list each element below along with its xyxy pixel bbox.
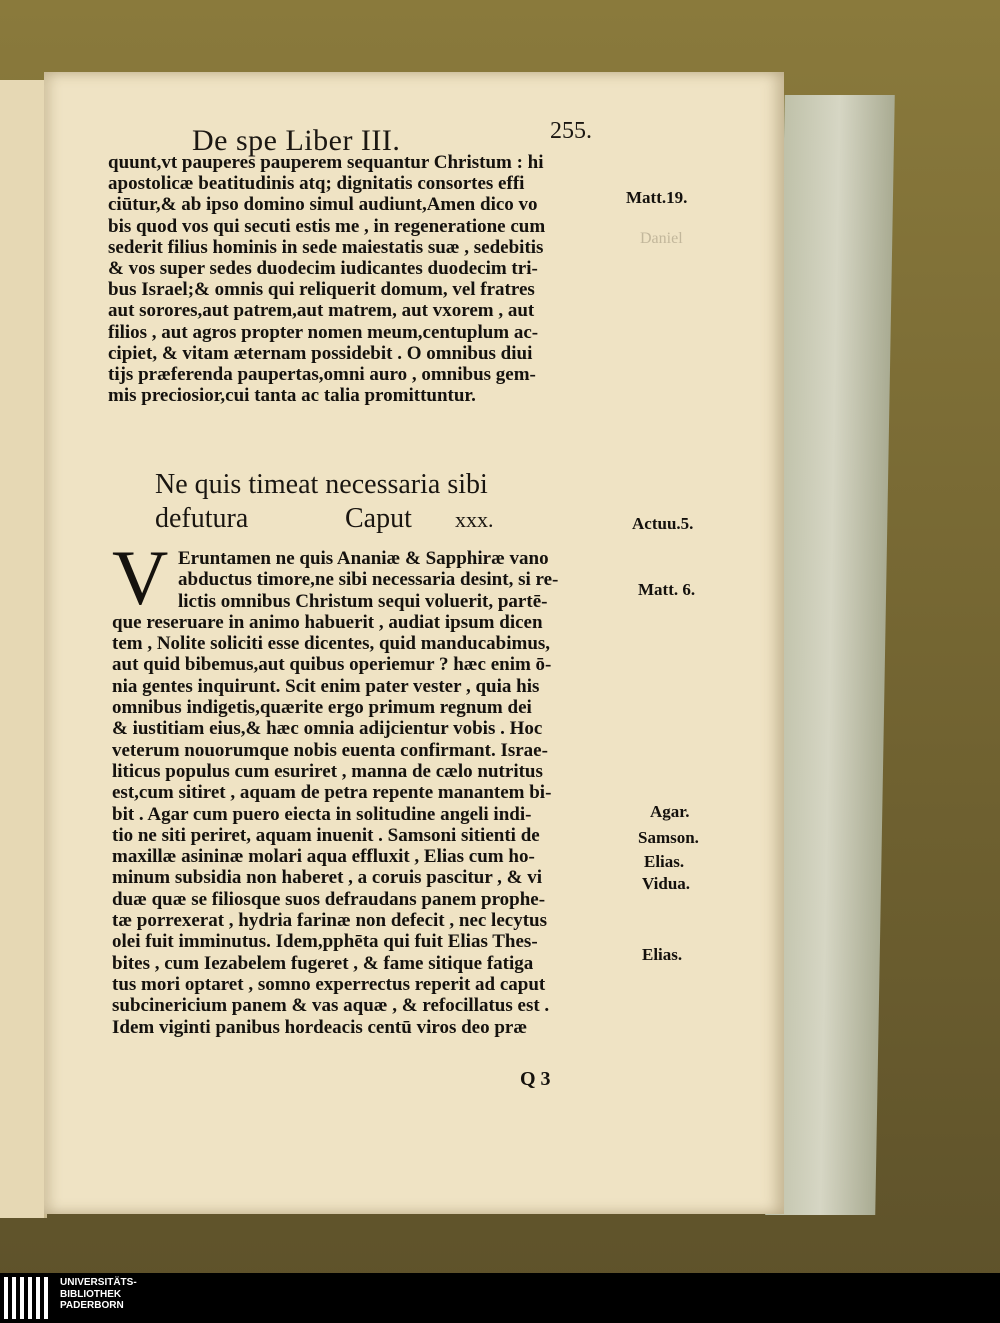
text-line: liticus populus cum esuriret , manna de cælo nutritus [112,760,543,782]
text-line: & vos super sedes duodecim iudicantes duodecim tri- [108,258,538,280]
margin-note: Actuu.5. [632,514,694,533]
text-line: subcinericium panem & vas aquæ , & refocillatus est . [112,995,550,1017]
text-line: aut sorores,aut patrem,aut matrem, aut vxorem , aut [108,300,535,322]
text-line: maxillæ asininæ molari aqua effluxit , Elias cum ho- [112,846,535,868]
library-name-line: UNIVERSITÄTS- [60,1277,137,1288]
left-page-edge [0,80,47,1218]
text-line: omnibus indigetis,quærite ergo primum regnum dei [112,697,532,719]
page-number: 255. [550,118,592,144]
text-line: & iustitiam eius,& hæc omnia adijcientur vobis . Hoc [112,718,543,740]
paragraph-2 [112,548,632,1038]
text-line: lictis omnibus Christum sequi voluerit, partē- [178,590,548,612]
chapter-title-line1: Ne quis timeat necessaria sibi [155,469,488,500]
signature-mark: Q 3 [520,1068,551,1090]
text-line: Eruntamen ne quis Ananiæ & Sapphiræ vano [178,548,549,569]
library-name-line: BIBLIOTHEK [60,1288,122,1300]
bleed-through-text: Daniel [640,230,683,247]
chapter-title-line2 [155,502,555,537]
book-edge-strip [765,95,895,1215]
margin-note: Elias. [644,852,685,871]
library-footer [0,1273,1000,1323]
text-line: cipiet, & vitam æternam possidebit . O omnibus diui [108,342,533,364]
library-name [60,1277,137,1312]
paragraph-1 [108,152,628,406]
text-line: tæ porrexerat , hydria farinæ non defecit , nec lecytus [112,910,547,932]
chapter-caput-label: Caput [345,503,412,534]
text-line: minum subsidia non haberet , a coruis pascitur , & vi [112,867,543,889]
text-line: abductus timore,ne sibi necessaria desint, si re- [178,569,559,591]
text-line: sederit filius hominis in sede maiestatis suæ , sedebitis [108,236,544,258]
header-title: De spe Liber III. [192,124,401,157]
text-line: apostolicæ beatitudinis atq; dignitatis consortes effi [108,173,525,195]
text-line: que reseruare in animo habuerit , audiat ipsum dicen [112,611,543,633]
margin-note: Elias. [642,945,683,964]
text-line: est,cum sitiret , aquam de petra repente manantem bi- [112,782,552,804]
text-line: mis preciosior,cui tanta ac talia promittuntur. [108,385,476,407]
text-line: bus Israel;& omnis qui reliquerit domum, vel fratres [108,279,535,301]
chapter-heading [155,468,555,537]
text-line: olei fuit imminutus. Idem,pphēta qui fuit Elias Thes- [112,931,538,953]
drop-capital: V [112,534,169,621]
margin-note: Matt. 6. [638,580,696,599]
library-name-line: PADERBORN [60,1300,124,1311]
margin-note: Samson. [638,828,699,847]
text-line: filios , aut agros propter nomen meum,centuplum ac- [108,321,539,343]
margin-note: Agar. [650,802,690,821]
margin-note: Vidua. [642,874,691,893]
text-line: aut quid bibemus,aut quibus operiemur ? hæc enim ō- [112,654,552,676]
text-line: duæ quæ se filiosque suos defraudans panem prophe- [112,888,546,910]
chapter-number: xxx. [455,507,494,532]
library-logo-icon [4,1277,54,1319]
text-line: bit . Agar cum puero eiecta in solitudine angeli indi- [112,803,532,825]
text-line: Idem viginti panibus hordeacis centū viros deo præ [112,1016,528,1038]
text-line: nia gentes inquirunt. Scit enim pater vester , quia his [112,675,540,697]
text-line: ciūtur,& ab ipso domino simul audiunt,Amen dico vo [108,194,538,216]
chapter-title-word: defutura [155,503,249,534]
text-line: veterum nouorumque nobis euenta confirmant. Israe- [112,739,548,761]
text-line: tus mori optaret , somno experrectus reperit ad caput [112,973,546,995]
text-line: tijs præferenda paupertas,omni auro , omnibus gem- [108,364,536,386]
text-line: tem , Nolite soliciti esse dicentes, quid manducabimus, [112,633,551,655]
text-line: bis quod vos qui secuti estis me , in regeneratione cum [108,215,546,237]
text-line: quunt,vt pauperes pauperem sequantur Christum : hi [108,152,544,173]
text-line: bites , cum Iezabelem fugeret , & fame sitique fatiga [112,952,534,974]
margin-note: Matt.19. [626,188,688,207]
text-line: tio ne siti periret, aquam inuenit . Samsoni sitienti de [112,824,540,846]
